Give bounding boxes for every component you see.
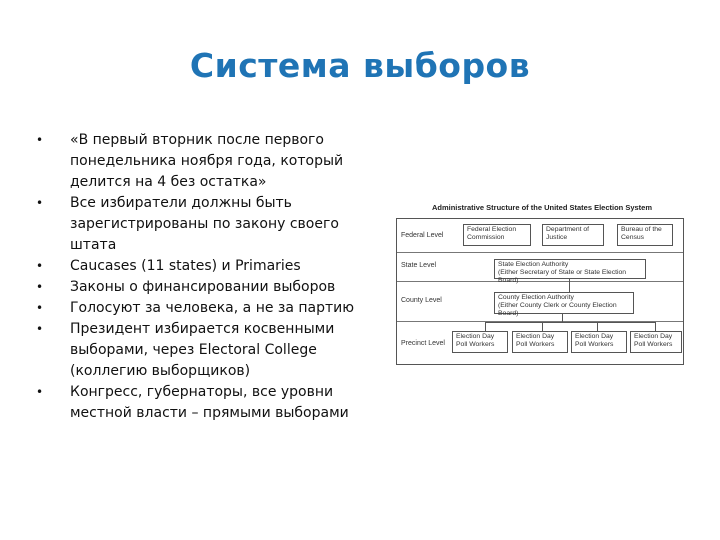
state-election-authority-box [494, 259, 646, 284]
poll-workers-box: Election Day Poll Workers [571, 331, 627, 353]
bullet-text: Голосуют за человека, а не за партию [70, 300, 355, 316]
connector-line [655, 322, 656, 331]
bullet-text: Президент избирается косвенными выборами, через Electoral College (коллегию выборщиков) [70, 321, 335, 379]
poll-workers-box: Election Day Poll Workers [452, 331, 508, 353]
connector-line [562, 314, 563, 322]
county-authority-title: County Election Authority [498, 294, 574, 301]
connector-line [485, 322, 486, 331]
bullet-dot: • [36, 259, 44, 273]
poll-workers-box: Election Day Poll Workers [630, 331, 682, 353]
bullet-text: Все избиратели должны быть зарегистрированы по закону своего штата [70, 195, 339, 253]
state-authority-note: (Either Secretary of State or State Election Board) [498, 269, 627, 284]
bullet-dot: • [36, 280, 44, 294]
bullet-text: Законы о финансировании выборов [70, 279, 336, 295]
level-label-precinct: Precinct Level [401, 340, 445, 347]
bullet-list [36, 130, 356, 424]
diagram-frame [396, 218, 684, 365]
bullet-dot: • [36, 385, 44, 399]
bullet-item [36, 193, 356, 256]
connector-line [597, 322, 598, 331]
level-label-federal: Federal Level [401, 232, 444, 239]
level-label-county: County Level [401, 297, 442, 304]
bullet-item [36, 277, 356, 298]
bullet-dot: • [36, 196, 44, 210]
poll-workers-box: Election Day Poll Workers [512, 331, 568, 353]
bullet-dot: • [36, 133, 44, 147]
bullet-text: Caucases (11 states) и Primaries [70, 258, 301, 274]
slide-title: Система выборов [189, 46, 531, 85]
bureau-of-census-box: Bureau of the Census [617, 224, 673, 246]
row-divider [397, 252, 683, 253]
county-authority-note: (Either County Clerk or County Election Board) [498, 302, 617, 317]
level-label-state: State Level [401, 262, 437, 269]
bullet-item [36, 130, 356, 193]
bullet-text: Конгресс, губернаторы, все уровни местной власти – прямыми выборами [70, 384, 349, 421]
federal-election-commission-box: Federal Election Commission [463, 224, 531, 246]
bullet-dot: • [36, 301, 44, 315]
connector-line [542, 322, 543, 331]
department-of-justice-box: Department of Justice [542, 224, 604, 246]
county-election-authority-box [494, 292, 634, 317]
election-structure-diagram [394, 200, 690, 375]
connector-line [569, 279, 570, 292]
bullet-item [36, 382, 356, 424]
state-authority-title: State Election Authority [498, 261, 569, 268]
bullet-item [36, 319, 356, 382]
bullet-item [36, 256, 356, 277]
bullet-item [36, 298, 356, 319]
bullet-dot: • [36, 322, 44, 336]
diagram-title: Administrative Structure of the United States Election System [431, 203, 653, 212]
connector-line [485, 322, 655, 323]
bullet-text: «В первый вторник после первого понедельника ноября года, который делится на 4 без остатка» [70, 132, 344, 190]
